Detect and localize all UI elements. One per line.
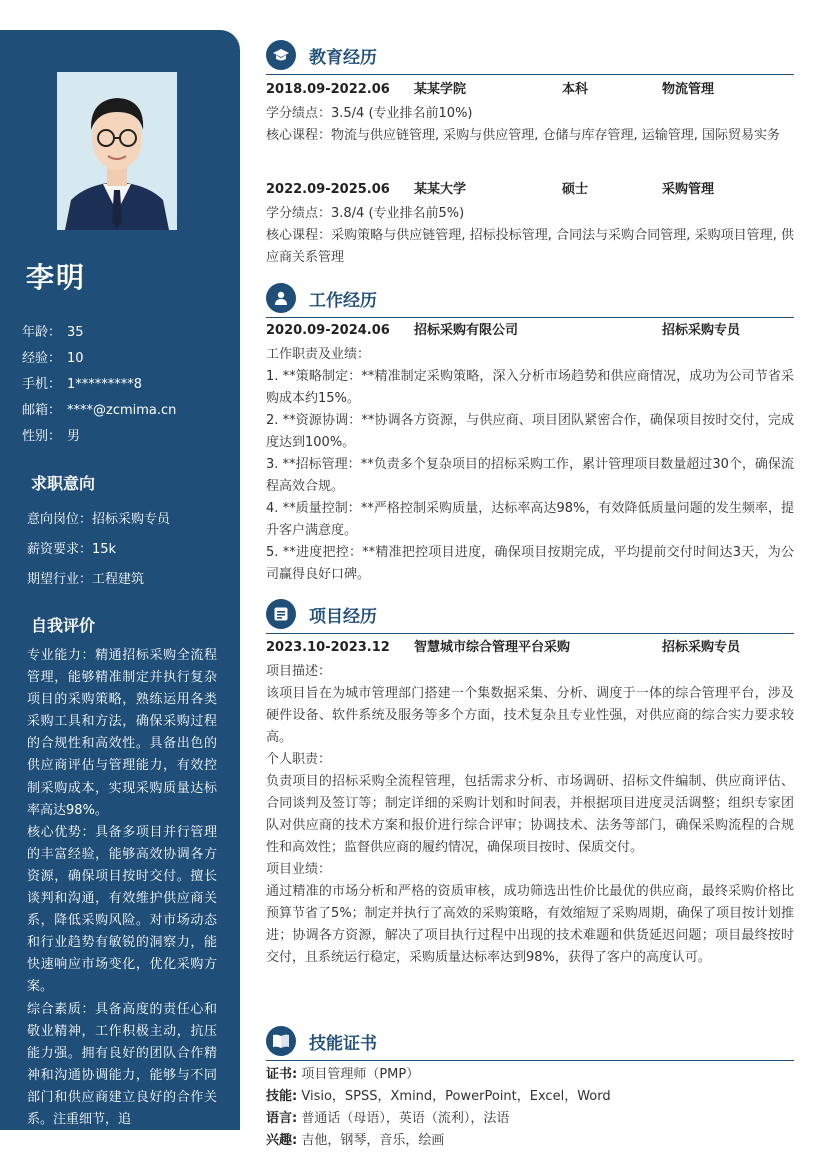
- divider: [266, 74, 794, 75]
- basic-info: [22, 320, 232, 450]
- divider: [266, 633, 794, 634]
- section-title: 项目经历: [309, 607, 377, 627]
- info-phone: 手机： 1*********8: [22, 377, 143, 392]
- skill-language: 语言: 普通话（母语），英语（流利），法语: [266, 1111, 510, 1126]
- section-title: 教育经历: [309, 48, 377, 68]
- list-icon: [266, 599, 296, 629]
- sidebar: [0, 30, 240, 1130]
- self-eval-paragraph: 核心优势：具备多项目并行管理的丰富经验，能够高效协调各方资源，确保项目按时交付。擅长谈判和沟通，有效维护供应商关系，降低采购风险。对市场动态和行业趋势有敏锐的洞察力，能快速响应市场变化，优化采购方案。: [27, 824, 217, 995]
- section-title: 工作经历: [309, 291, 377, 311]
- intent-position: 意向岗位：招标采购专员: [27, 512, 171, 527]
- self-eval-paragraph: 综合素质：具备高度的责任心和敬业精神，工作积极主动，抗压能力强。拥有良好的团队合作精神和沟通协调能力，能够与不同部门和供应商建立良好的合作关系。注重细节，追: [27, 1001, 217, 1127]
- graduation-cap-icon: [266, 40, 296, 70]
- intent-industry: 期望行业：工程建筑: [27, 572, 145, 587]
- candidate-name: 李明: [26, 261, 87, 294]
- self-eval-title: 自我评价: [31, 616, 96, 635]
- skills-list: [266, 1064, 794, 1152]
- info-age: 年龄： 35: [22, 325, 84, 340]
- skill-certificate: 证书: 项目管理师（PMP）: [266, 1067, 420, 1082]
- skill-interests: 兴趣: 吉他，钢琴，音乐，绘画: [266, 1133, 445, 1148]
- education-header: [266, 40, 794, 74]
- skills-header: [266, 1026, 794, 1060]
- self-eval-text: [27, 645, 217, 1130]
- work-entry-body: 工作职责及业绩： 1. **策略制定：**精准制定采购策略，深入分析市场趋势和供应商情况，成功为公司节省采购成本约15%。 2. **资源协调：**协调各方资源，与供应商、项目团队紧密合作，确保项目按时交付，完成度达到100%。 3. **招标管理：**负责多个复杂项目的招标采购工作，累计管理项目数量超过30个，确保流程高效合规。 4. **质量控制：**严格控制采购质量，达标率高达98%，有效降低质量问题的发生频率，提升客户满意度。 5. **进度把控：**精准把控项目进度，确保项目按期完成，平均提前交付时间达3天，为公司赢得良好口碑。: [266, 347, 794, 582]
- education-entry-head: 2022.09-2025.06 某某大学 硕士 采购管理: [266, 182, 715, 197]
- profile-photo: [57, 72, 177, 230]
- intent-title: 求职意向: [31, 474, 96, 493]
- education-entry-body: 学分绩点：3.8/4 (专业排名前5%) 核心课程：采购策略与供应链管理, 招标投标管理, 合同法与采购合同管理, 采购项目管理, 供应商关系管理: [266, 206, 794, 265]
- work-entry-head: 2020.09-2024.06 招标采购有限公司 招标采购专员: [266, 323, 741, 338]
- project-header: [266, 599, 794, 633]
- skill-tools: 技能: Visio，SPSS，Xmind，PowerPoint，Excel，Word: [266, 1089, 611, 1104]
- info-email: 邮箱： ****@zcmima.cn: [22, 403, 177, 418]
- person-icon: [266, 283, 296, 313]
- education-entry-head: 2018.09-2022.06 某某学院 本科 物流管理: [266, 82, 715, 97]
- project-entry-head: 2023.10-2023.12 智慧城市综合管理平台采购 招标采购专员: [266, 640, 741, 655]
- work-header: [266, 283, 794, 317]
- intent-salary: 薪资要求：15k: [27, 542, 117, 557]
- info-gender: 性别： 男: [22, 429, 81, 444]
- intent-list: [27, 505, 227, 595]
- project-entry-body: 项目描述： 该项目旨在为城市管理部门搭建一个集数据采集、分析、调度于一体的综合管理平台，涉及硬件设备、软件系统及服务等多个方面，技术复杂且专业性强，对供应商的综合实力要求较高。 个人职责： 负责项目的招标采购全流程管理，包括需求分析、市场调研、招标文件编制、供应商评估、合同谈判及签订等；制定详细的采购计划和时间表，并根据项目进度灵活调整；组织专家团队对供应商的技术方案和报价进行综合评审；协调技术、法务等部门，确保采购流程的合规性和高效性；监督供应商的履约情况，确保项目按时、保质交付。 项目业绩： 通过精准的市场分析和严格的资质审核，成功筛选出性价比最优的供应商，最终采购价格比预算节省了5%；制定并执行了高效的采购策略，有效缩短了采购周期，确保了项目按计划推进；协调各方资源，解决了项目执行过程中出现的技术难题和供货延迟问题；项目最终按时交付，且系统运行稳定，采购质量达标率达到98%，获得了客户的高度认可。: [266, 664, 794, 965]
- divider: [266, 1060, 794, 1061]
- info-experience: 经验： 10: [22, 351, 84, 366]
- education-entry-body: 学分绩点：3.5/4 (专业排名前10%) 核心课程：物流与供应链管理, 采购与供应管理, 仓储与库存管理, 运输管理, 国际贸易实务: [266, 106, 781, 143]
- book-icon: [266, 1026, 296, 1056]
- divider: [266, 317, 794, 318]
- self-eval-paragraph: 专业能力：精通招标采购全流程管理，能够精准制定并执行复杂项目的采购策略，熟练运用各类采购工具和方法，确保采购过程的合规性和高效性。具备出色的供应商评估与管理能力，有效控制采购成本，实现采购质量达标率高达98%。: [27, 648, 217, 818]
- section-title: 技能证书: [309, 1034, 377, 1054]
